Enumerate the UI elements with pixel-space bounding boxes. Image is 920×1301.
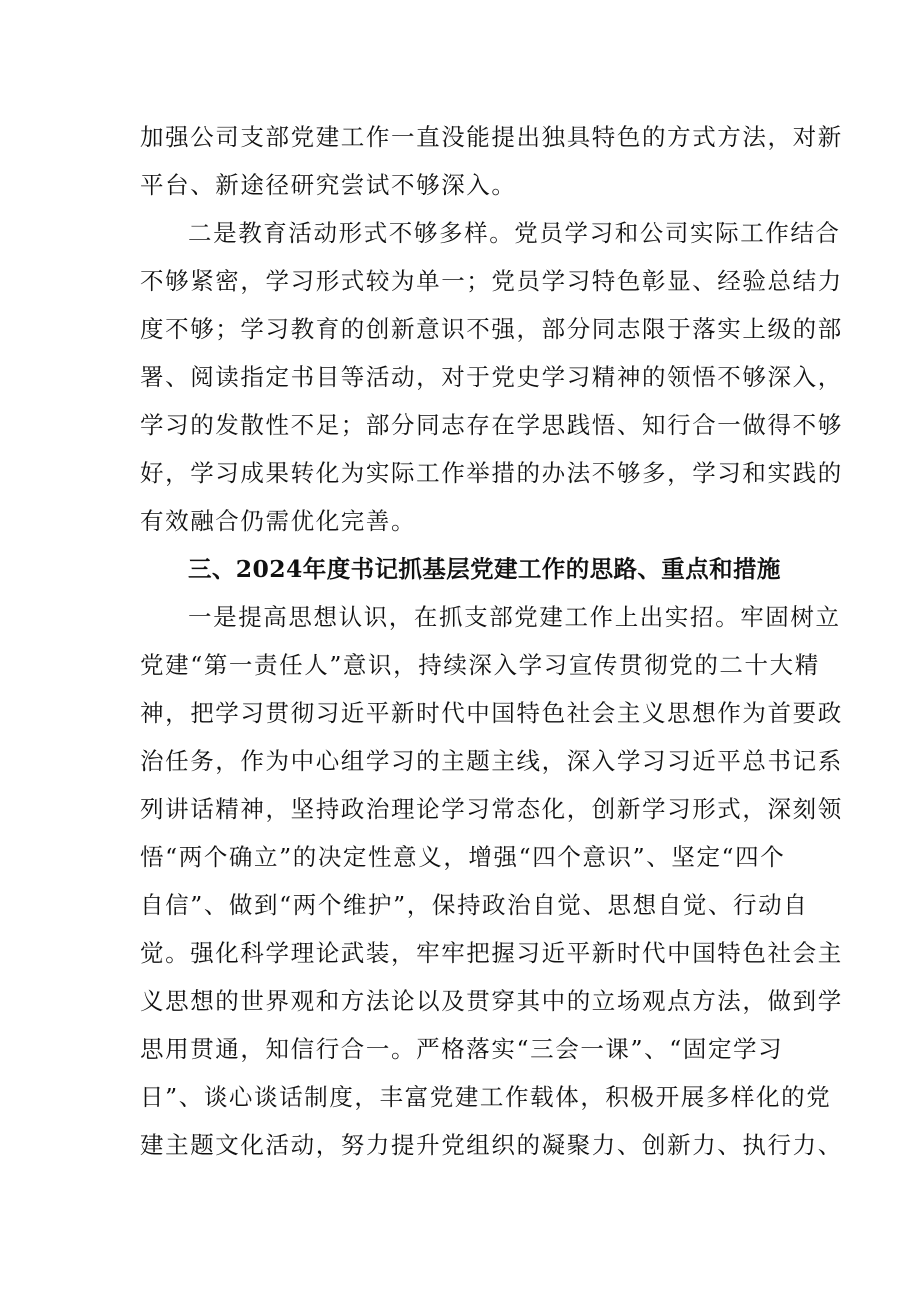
paragraph-line: 好，学习成果转化为实际工作举措的办法不够多，学习和实践的 (140, 459, 843, 487)
paragraph-line: 列讲话精神，坚持政治理论学习常态化，创新学习形式，深刻领 (140, 795, 843, 823)
paragraph-line: 建主题文化活动，努力提升党组织的凝聚力、创新力、执行力、 (140, 1131, 843, 1159)
paragraph-line: 二是教育活动形式不够多样。党员学习和公司实际工作结合 (188, 219, 841, 247)
paragraph-line: 党建“第一责任人”意识，持续深入学习宣传贯彻党的二十大精 (140, 651, 820, 679)
paragraph-line: 有效融合仍需优化完善。 (140, 507, 417, 535)
paragraph-line: 一是提高思想认识，在抓支部党建工作上出实招。牢固树立 (188, 603, 841, 631)
paragraph-line: 悟“两个确立”的决定性意义，增强“四个意识”、坚定“四个 (140, 843, 786, 871)
section-heading: 三、2024年度书记抓基层党建工作的思路、重点和措施 (188, 555, 781, 583)
paragraph-line: 平台、新途径研究尝试不够深入。 (140, 171, 517, 199)
paragraph-line: 日”、谈心谈话制度，丰富党建工作载体，积极开展多样化的党 (140, 1083, 832, 1111)
paragraph-line: 思用贯通，知信行合一。严格落实“三会一课”、“固定学习 (140, 1035, 784, 1063)
paragraph-line: 自信”、做到“两个维护”，保持政治自觉、思想自觉、行动自 (140, 891, 809, 919)
paragraph-line: 署、阅读指定书目等活动，对于党史学习精神的领悟不够深入， (140, 363, 843, 391)
paragraph-line: 觉。强化科学理论武装，牢牢把握习近平新时代中国特色社会主 (140, 939, 843, 967)
paragraph-line: 度不够；学习教育的创新意识不强，部分同志限于落实上级的部 (140, 315, 843, 343)
paragraph-line: 神，把学习贯彻习近平新时代中国特色社会主义思想作为首要政 (140, 699, 843, 727)
paragraph-line: 学习的发散性不足；部分同志存在学思践悟、知行合一做得不够 (140, 411, 843, 439)
paragraph-line: 义思想的世界观和方法论以及贯穿其中的立场观点方法，做到学 (140, 987, 843, 1015)
paragraph-line: 不够紧密，学习形式较为单一；党员学习特色彰显、经验总结力 (140, 267, 843, 295)
paragraph-line: 治任务，作为中心组学习的主题主线，深入学习习近平总书记系 (140, 747, 843, 775)
paragraph-line: 加强公司支部党建工作一直没能提出独具特色的方式方法，对新 (140, 123, 843, 151)
